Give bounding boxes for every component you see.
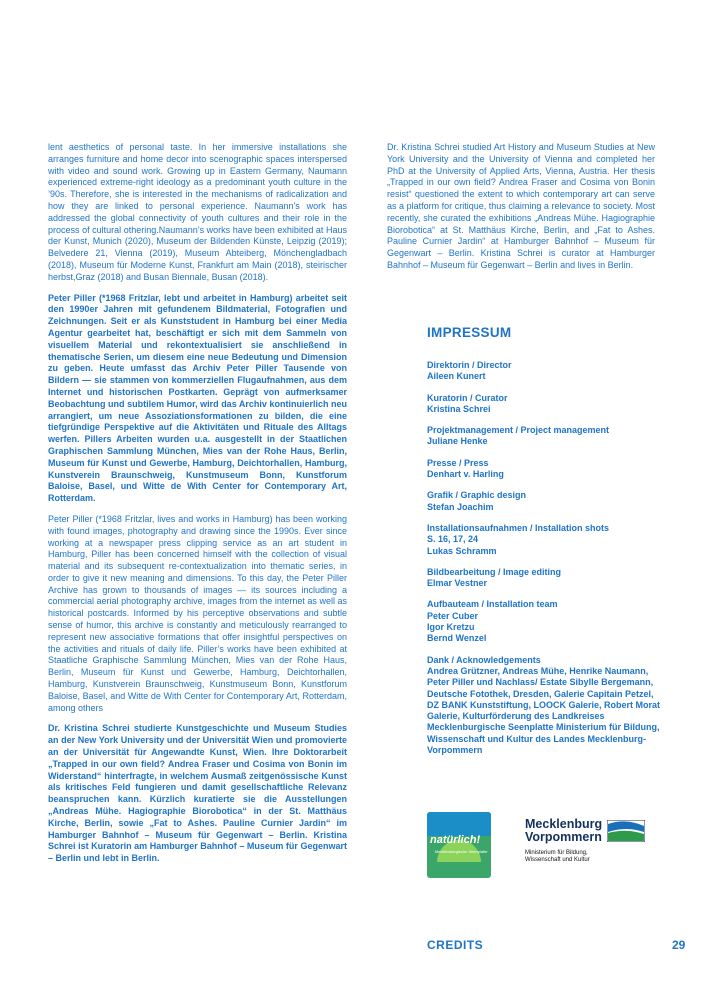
impressum-block: [427, 567, 667, 590]
mv-logo-line1: Mecklenburg: [525, 817, 603, 831]
naumann-bio-en: lent aesthetics of personal taste. In her immersive installations she arranges furniture and home decor into scenographic spaces interspersed with video and sound work. Growing up in Eastern Germany, Naumann experienced extreme-right ideology as a predominant youth culture in the ’90s. Therefore, she is interested in the mechanisms of radicalization and how they are linked to personal experience. Naumann’s work has addressed the global connectivity of youth cultures and their role in the process of cultural othering.Naumann’s works have been exhibited at Haus der Kunst, Munich (2020), Museum der Bildenden Künste, Leipzig (2019); Belvedere 21, Vienna (2019), Museum Abteiberg, Mönchengladbach (2018), Museum für Moderne Kunst, Frankfurt am Main (2018), steirischer herbst,Graz (2018) and Busan Biennale, Busan (2018).: [48, 142, 347, 282]
impressum-block-line: S. 16, 17, 24: [427, 534, 479, 545]
impressum-block-heading: Projektmanagement / Project management: [427, 425, 610, 436]
impressum-block-heading: Presse / Press: [427, 457, 489, 468]
piller-bio-en: Peter Piller (*1968 Fritzlar, lives and works in Hamburg) has been working with found images, photography and drawing since the 1990s. Ever since working at a newspaper press clipping service as an art student in Hamburg, Piller has been concerned himself with the collection of visual material and its subsequent re-contextualization into thematic series, in order to give it new meaning and dimensions. To this day, the Peter Piller Archive has grown to thousands of images — its sources including a commercial aerial photography archive, images from the internet as well as historical postcards. Informed by his perceptive observations and subtle sense of humor, this archive is constantly and meticulously rearranged to represent new associative formations that offer insightful perspectives on the activities and rituals of daily life. Piller’s works have been exhibited at Staatliche Graphische Sammlung München, Mies van der Rohe Haus, Berlin, Museum für Kunst und Gewerbe, Hamburg, Deichtorhallen, Hamburg, Kunstverein Braunschweig, Kunstmuseum Bonn, Kunstforum Baloise, Basel, and Witte de With Center for Contemporary Art, Rotterdam, among others: [48, 513, 347, 713]
impressum-block-line: Denhart v. Harling: [427, 469, 504, 480]
impressum-block-line: Bernd Wenzel: [427, 633, 487, 644]
impressum-block: [427, 425, 667, 448]
piller-name: Peter Piller: [48, 292, 96, 303]
schrei-bio-de: [48, 723, 347, 865]
impressum-block-line: Stefan Joachim: [427, 501, 494, 512]
impressum-block-line: Juliane Henke: [427, 436, 488, 447]
impressum-blocks: [427, 360, 667, 756]
footer-section-label: CREDITS: [427, 938, 484, 952]
impressum-block: [427, 523, 667, 557]
impressum-block-line: Peter Cuber: [427, 610, 479, 621]
impressum-block-heading: Dank / Acknowledgements: [427, 654, 541, 665]
mv-flag-icon: [607, 820, 645, 842]
impressum-block: [427, 458, 667, 481]
impressum-block-line: Aileen Kunert: [427, 371, 486, 382]
impressum-block-line: Kristina Schrei: [427, 403, 491, 414]
impressum-block-heading: Grafik / Graphic design: [427, 490, 527, 501]
natuerlich-logo-sub: Mecklenburgische Seenplatte: [435, 849, 488, 854]
schrei-name: Dr. Kristina Schrei: [48, 723, 130, 734]
impressum-block-heading: Installationsaufnahmen / Installation shots: [427, 522, 610, 533]
left-text-column: [48, 142, 347, 874]
impressum-block-heading: Aufbauteam / Installation team: [427, 599, 558, 610]
page-number: 29: [672, 938, 686, 952]
impressum-block-line: Igor Kretzu: [427, 622, 475, 633]
piller-bio-de-text: (*1968 Fritzlar, lebt und arbeitet in Hamburg) arbeitet seit den 1990er Jahren mit gefundenem Bildmaterial, Fotografien und Zeichnungen. Seit er als Kunststudent in Hamburg bei einer Media Agentur gearbeitet hat, beschäftigt er sich mit dem Sammeln von visuellem Material und rekontextualisiert sie anschließend in thematische Serien, um diesem eine neue Bedeutung und Dimension zu geben. Heute umfasst das Archiv Peter Piller Tausende von Bildern — sie stammen von kommerziellen Flugaufnahmen, aus dem Internet und historischen Postkarten. Geprägt von aufmerksamer Beobachtung und subtilem Humor, wird das Archiv kontinuierlich neu arrangiert, um neue Assoziationsformationen zu bilden, die eine tiefgründige Perspektive auf die Aktivitäten und Rituale des Alltags werfen. Pillers Arbeiten wurden u.a. ausgestellt in der Staatlichen Graphischen Sammlung München, Mies van der Rohe Haus, Berlin, Museum für Kunst und Gewerbe, Hamburg, Deichtorhallen, Hamburg, Kunstverein Braunschweig, Kunstmuseum Bonn, Kunstforum Baloise, Basel, und Witte de With Center for Contemporary Art, Rotterdam.: [48, 292, 348, 504]
piller-bio-de: [48, 293, 347, 505]
impressum-block-heading: Kuratorin / Curator: [427, 392, 508, 403]
impressum-block: [427, 360, 667, 383]
natuerlich-logo: [427, 812, 491, 878]
schrei-bio-de-text: studierte Kunstgeschichte und Museum Studies an der New York University und der Universität Wien und promovierte an der Universität für Angewandte Kunst, Wien. Ihre Doktorarbeit „Trapped in our own field? Andrea Fraser und Cosima von Bonin im Widerstand“ hinterfragte, in welchem Ausmaß zeitgenössische Kunst als kritisches Feld fungieren und damit gesellschaftliche Relevanz beanspruchen kann. Kürzlich kuratierte sie die Ausstellungen „Andreas Mühe. Hagiographie Biorobotica“ in der St. Matthäus Kirche, Berlin, sowie „Fat to Ashes. Pauline Curnier Jardin“ im Hamburger Bahnhof – Museum für Gegenwart – Berlin. Kristina Schrei ist Kuratorin am Hamburger Bahnhof – Museum für Gegenwart – Berlin und lebt in Berlin.: [48, 723, 348, 864]
impressum-section: [427, 325, 667, 766]
impressum-block: [427, 599, 667, 644]
impressum-title: IMPRESSUM: [427, 325, 512, 340]
mecklenburg-vorpommern-logo: [525, 818, 675, 878]
natuerlich-logo-text: natürlich!: [430, 834, 481, 846]
impressum-block-line: Lukas Schramm: [427, 545, 497, 556]
impressum-block-line: Elmar Vestner: [427, 578, 488, 589]
right-text-column: [387, 142, 655, 281]
impressum-block-heading: Bildbearbeitung / Image editing: [427, 566, 562, 577]
impressum-block-line: Andrea Grützner, Andreas Mühe, Henrike Naumann, Peter Piller und Nachlass/ Estate Sibylle Bergemann, Deutsche Fotothek, Dresden, Galerie Capitain Petzel, DZ BANK Kunststiftung, LOOCK Galerie, Robert Morat Galerie, Kulturförderung des Landkreises Mecklenburgische Seenplatte Ministerium für Bildung, Wissenschaft und Kultur des Landes Mecklenburg-Vorpommern: [427, 665, 661, 756]
mv-ministry-line1: Ministerium für Bildung,: [525, 850, 588, 856]
impressum-block: [427, 490, 667, 513]
sponsor-logos: [427, 812, 667, 882]
mv-logo-line2: Vorpommern: [525, 830, 602, 844]
impressum-block-heading: Direktorin / Director: [427, 360, 512, 370]
schrei-bio-en: Dr. Kristina Schrei studied Art History and Museum Studies at New York University and the University of Vienna and completed her PhD at the University of Applied Arts, Vienna, Austria. Her thesis „Trapped in our own field? Andrea Fraser and Cosima von Bonin resist“ questioned the extent to which contemporary art can serve as a platform for critique, thus claiming a relevance to society. Most recently, she curated the exhibitions „Andreas Mühe. Hagiographie Biorobotica“ at St. Matthäus Kirche, Berlin, and „Fat to Ashes. Pauline Curnier Jardin“ at Hamburger Bahnhof – Museum für Gegenwart – Berlin. Kristina Schrei is curator at Hamburger Bahnhof – Museum für Gegenwart – Berlin and lives in Berlin.: [387, 142, 655, 270]
mv-ministry-line2: Wissenschaft und Kultur: [525, 857, 590, 863]
impressum-block: [427, 655, 667, 757]
impressum-block: [427, 393, 667, 416]
